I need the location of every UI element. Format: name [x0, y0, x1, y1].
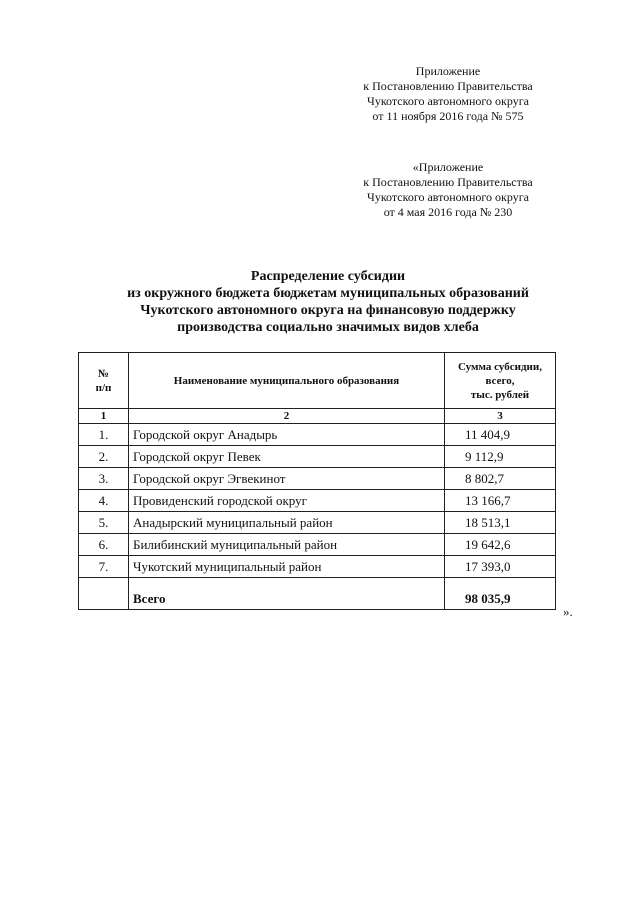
row-number: 6.: [79, 534, 129, 556]
table-row: [79, 424, 556, 446]
column-number-row: [79, 409, 556, 424]
subsidy-value: 9 112,9: [445, 446, 556, 468]
appendix-label: «Приложение: [412, 160, 484, 174]
column-number: 1: [79, 409, 129, 424]
appendix-resolution-ref: к Постановлению Правительства: [363, 175, 533, 189]
appendix-resolution-ref: к Постановлению Правительства: [363, 79, 533, 93]
column-number: 3: [445, 409, 556, 424]
appendix-header-amended: [348, 160, 548, 220]
title-line: Чукотского автономного округа на финансовую поддержку: [140, 303, 516, 318]
table-row: [79, 468, 556, 490]
table-header-row: [79, 353, 556, 409]
title-line: из окружного бюджета бюджетам муниципальных образований: [127, 286, 529, 301]
appendix-label: Приложение: [415, 64, 481, 78]
subsidy-value: 19 642,6: [445, 534, 556, 556]
header-number-sign: №: [97, 367, 110, 380]
row-number: 3.: [79, 468, 129, 490]
appendix-date-number: от 11 ноября 2016 года № 575: [372, 109, 524, 123]
row-number: 7.: [79, 556, 129, 578]
municipality-name: Городской округ Эгвекинот: [129, 468, 445, 490]
column-number: 2: [129, 409, 445, 424]
total-value: 98 035,9: [445, 578, 556, 610]
header-sum-line: всего,: [485, 374, 515, 387]
appendix-region: Чукотского автономного округа: [367, 94, 529, 108]
row-number: 4.: [79, 490, 129, 512]
appendix-region: Чукотского автономного округа: [367, 190, 529, 204]
header-sum-line: тыс. рублей: [470, 388, 530, 401]
table-row: [79, 446, 556, 468]
subsidy-table: [78, 352, 556, 610]
appendix-date-number: от 4 мая 2016 года № 230: [383, 205, 513, 219]
title-line: Распределение субсидии: [250, 269, 406, 284]
municipality-name: Анадырский муниципальный район: [129, 512, 445, 534]
subsidy-value: 13 166,7: [445, 490, 556, 512]
table-row: [79, 512, 556, 534]
header-subsidy-sum: [445, 353, 556, 409]
row-number: 5.: [79, 512, 129, 534]
header-number-abbr: п/п: [95, 381, 112, 394]
subsidy-value: 17 393,0: [445, 556, 556, 578]
header-number: [79, 353, 129, 409]
subsidy-value: 18 513,1: [445, 512, 556, 534]
total-row: [79, 578, 556, 610]
appendix-header-current: [348, 64, 548, 124]
table-row: [79, 534, 556, 556]
document-title: [60, 268, 596, 336]
total-label: Всего: [129, 578, 445, 610]
total-number-empty: [79, 578, 129, 610]
municipality-name: Городской округ Певек: [129, 446, 445, 468]
table-row: [79, 556, 556, 578]
municipality-name: Билибинский муниципальный район: [129, 534, 445, 556]
municipality-name: Городской округ Анадырь: [129, 424, 445, 446]
closing-quote-mark: ».: [563, 604, 573, 619]
header-sum-line: Сумма субсидии,: [458, 360, 542, 373]
municipality-name: Провиденский городской округ: [129, 490, 445, 512]
subsidy-value: 11 404,9: [445, 424, 556, 446]
header-municipality: Наименование муниципального образования: [129, 353, 445, 409]
subsidy-value: 8 802,7: [445, 468, 556, 490]
row-number: 1.: [79, 424, 129, 446]
table-row: [79, 490, 556, 512]
row-number: 2.: [79, 446, 129, 468]
title-line: производства социально значимых видов хлеба: [177, 320, 479, 335]
municipality-name: Чукотский муниципальный район: [129, 556, 445, 578]
